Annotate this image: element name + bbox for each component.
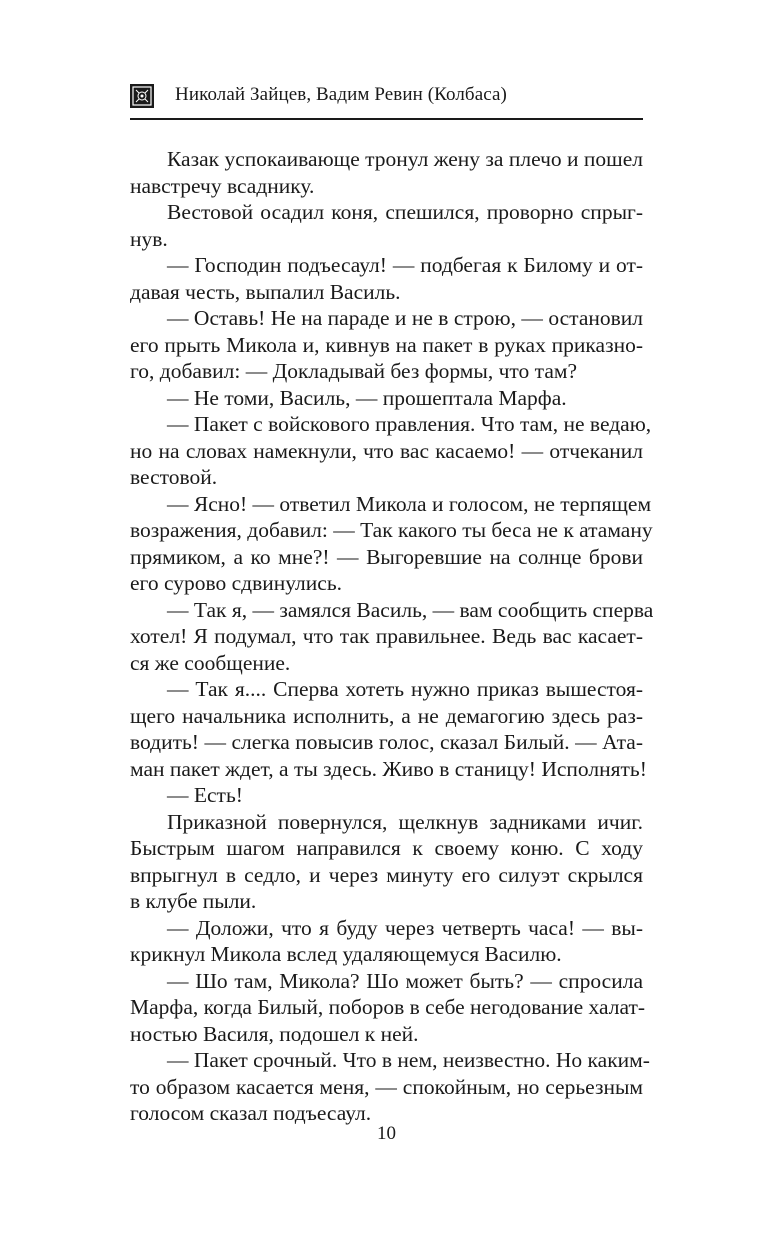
paragraph [130,676,647,782]
text-line: щего начальника исполнить, а не демагогию здесь раз- [130,703,643,728]
paragraph [130,915,643,968]
text-line: его сурово сдвинулись. [130,571,342,595]
text-line: навстречу всаднику. [130,173,315,198]
paragraph [130,411,652,491]
paragraph [130,199,643,252]
text-line: давая честь, выпалил Василь. [130,279,401,304]
text-line: впрыгнул в седло, и через минуту его силуэт скрылся [130,862,643,887]
text-line: ман пакет ждет, а ты здесь. Живо в станицу! Исполнять! [130,756,647,781]
book-ornament-icon [130,84,154,108]
page-number: 10 [377,1123,396,1144]
text-line: Вестовой осадил коня, спешился, проворно спрыг- [167,200,643,224]
text-line: ся же сообщение. [130,650,291,675]
text-line: — Доложи, что я буду через четверть часа! — вы- [167,915,643,940]
running-title: Николай Зайцев, Вадим Ревин (Колбаса) [175,84,507,105]
paragraph [130,597,654,677]
paragraph [130,146,643,199]
text-line: — Есть! [167,783,243,807]
body-text [130,146,654,1127]
text-line: Приказной повернулся, щелкнув задниками ичиг. [167,809,643,834]
paragraph [130,1047,650,1127]
paragraph [130,305,643,385]
text-line: вестовой. [130,465,218,489]
text-line: — Пакет срочный. Что в нем, неизвестно. Но каким- [167,1048,650,1072]
text-line: но на словах намекнули, что вас касаемо! — отчеканил [130,438,643,463]
text-line: — Ясно! — ответил Микола и голосом, не терпящем [167,491,652,516]
text-line: водить! — слегка повысив голос, сказал Билый. — Ата- [130,730,643,754]
text-line: — Господин подъесаул! — подбегая к Билому и от- [167,253,643,277]
text-line: — Не томи, Василь, — прошептала Марфа. [167,385,567,410]
text-line: Быстрым шагом направился к своему коню. С ходу [130,836,643,860]
running-header [130,82,643,120]
text-line: — Оставь! Не на параде и не в строю, — остановил [167,306,643,330]
text-line: прямиком, а ко мне?! — Выгоревшие на солнце брови [130,544,643,569]
text-line: ностью Василя, подошел к ней. [130,1021,419,1046]
paragraph [130,809,643,915]
text-line: Казак успокаивающе тронул жену за плечо и пошел [167,147,643,171]
text-line: голосом сказал подъесаул. [130,1101,372,1125]
text-line: то образом касается меня, — спокойным, но серьезным [130,1074,643,1099]
paragraph [130,252,643,305]
paragraph [130,782,643,809]
paragraph [130,968,646,1048]
text-line: нув. [130,226,168,251]
text-line: крикнул Микола вслед удаляющемуся Василю. [130,942,562,966]
text-line: го, добавил: — Докладывай без формы, что там? [130,359,578,383]
text-line: — Так я.... Сперва хотеть нужно приказ вышестоя- [167,677,643,701]
text-line: хотел! Я подумал, что так правильнее. Ведь вас касает- [130,624,643,648]
text-line: Марфа, когда Билый, поборов в себе негодование халат- [130,995,646,1019]
text-line: — Так я, — замялся Василь, — вам сообщить сперва [167,597,654,622]
text-line: в клубе пыли. [130,889,257,913]
text-line: — Пакет с войскового правления. Что там, не ведаю, [167,412,652,436]
paragraph [130,385,643,412]
paragraph [130,491,653,597]
text-line: — Шо там, Микола? Шо может быть? — спросила [167,968,643,993]
text-line: возражения, добавил: — Так какого ты беса не к атаману [130,518,653,542]
text-line: его прыть Микола и, кивнув на пакет в руках приказно- [130,332,643,357]
